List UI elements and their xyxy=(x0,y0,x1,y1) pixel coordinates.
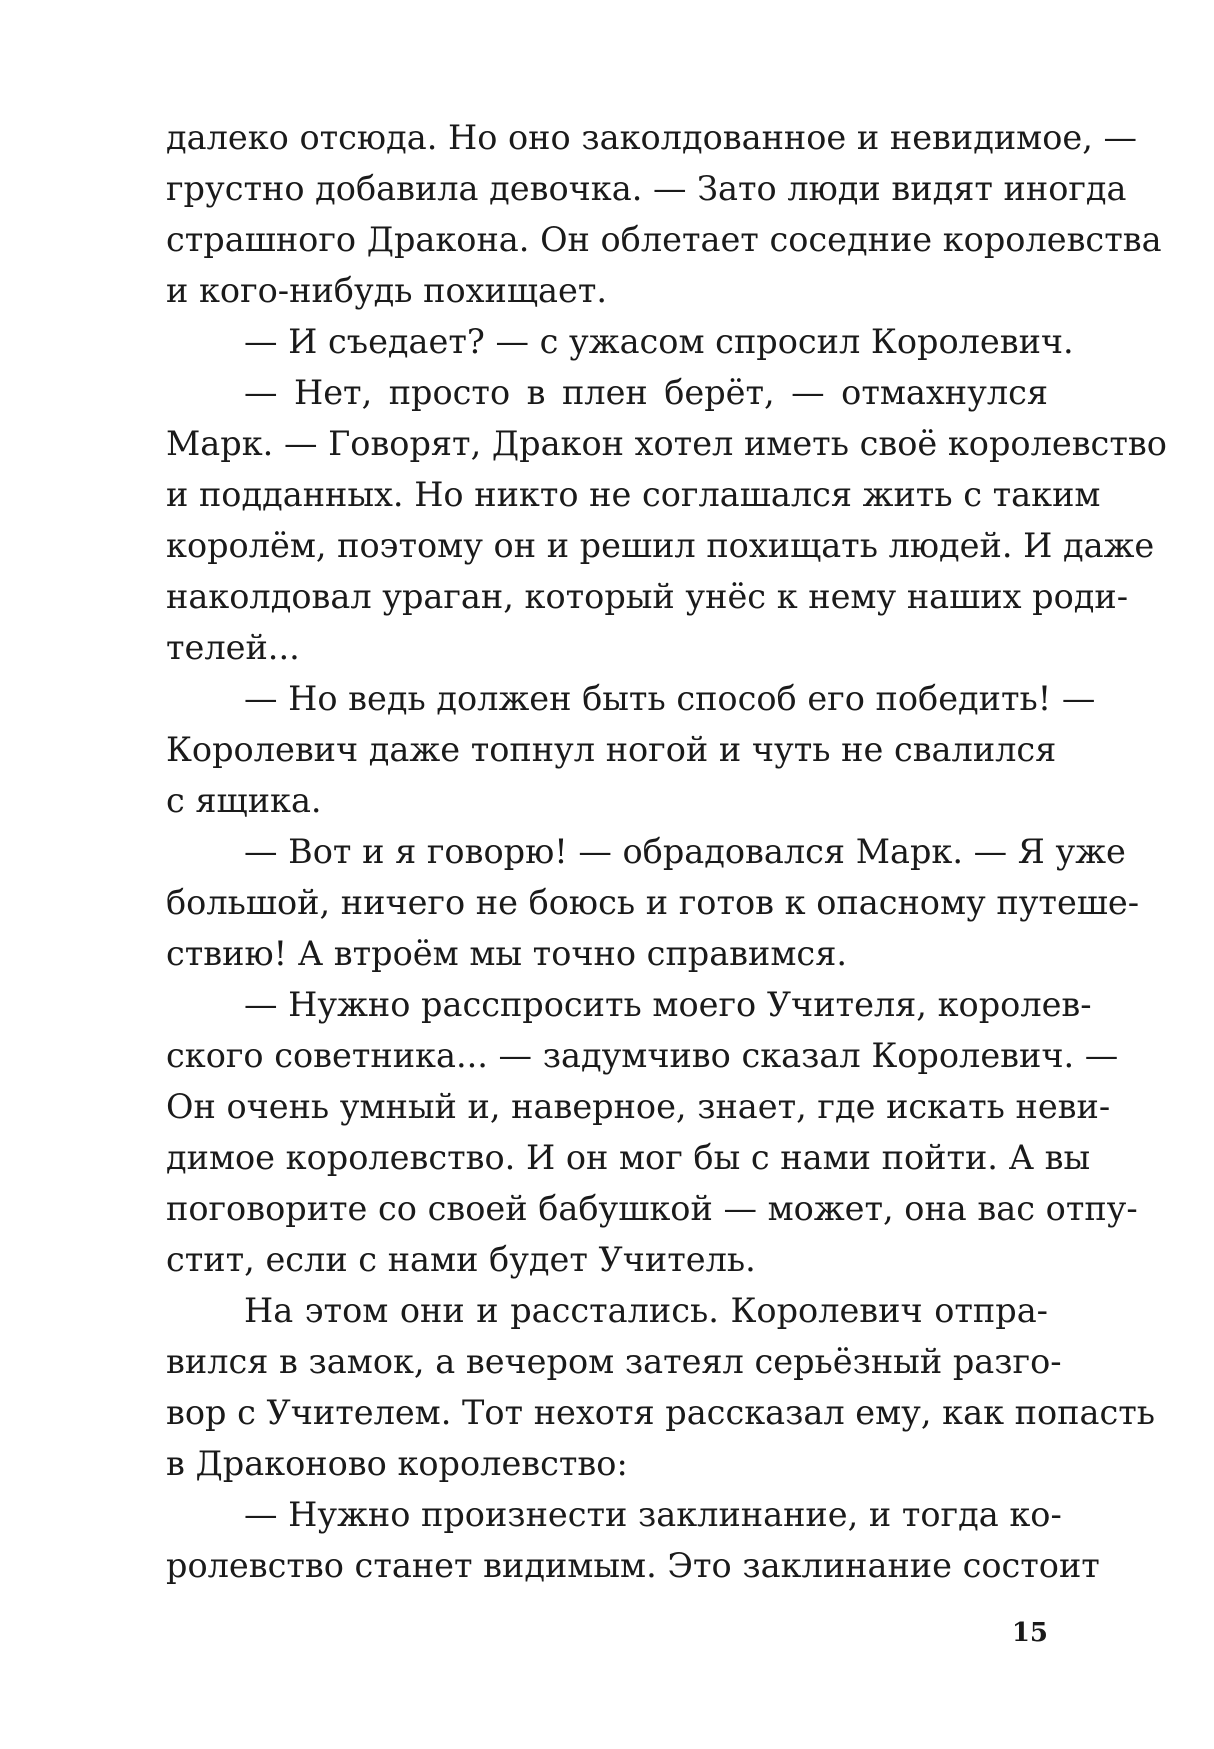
text-line: ролевство станет видимым. Это заклинание состоит xyxy=(166,1546,1100,1585)
text-line: На этом они и расстались. Королевич отпра- xyxy=(244,1291,1048,1330)
text-line: стит, если с нами будет Учитель. xyxy=(166,1240,756,1279)
text-line: телей... xyxy=(166,628,300,667)
text-line: ского советника... — задумчиво сказал Королевич. — xyxy=(166,1036,1119,1075)
text-line: и подданных. Но никто не соглашался жить с таким xyxy=(166,475,1101,514)
text-line: ствию! А втроём мы точно справимся. xyxy=(166,934,847,973)
page-number: 15 xyxy=(1011,1618,1048,1648)
text-line: — Но ведь должен быть способ его победить! — xyxy=(244,679,1096,718)
text-line: в Драконово королевство: xyxy=(166,1444,628,1483)
text-line: большой, ничего не боюсь и готов к опасному путеше- xyxy=(166,883,1140,922)
text-line: вился в замок, а вечером затеял серьёзный разго- xyxy=(166,1342,1062,1381)
text-line: — Нужно произнести заклинание, и тогда ко- xyxy=(244,1495,1062,1534)
text-line: — И съедает? — с ужасом спросил Королевич. xyxy=(244,322,1074,361)
text-line: — Нет, просто в плен берёт, — отмахнулся xyxy=(244,373,1048,412)
text-line: Королевич даже топнул ногой и чуть не свалился xyxy=(166,730,1057,769)
text-line: вор с Учителем. Тот нехотя рассказал ему, как попасть xyxy=(166,1393,1156,1432)
text-line: Марк. — Говорят, Дракон хотел иметь своё королевство xyxy=(166,424,1167,463)
text-line: — Нужно расспросить моего Учителя, королев- xyxy=(244,985,1092,1024)
text-line: Он очень умный и, наверное, знает, где искать неви- xyxy=(166,1087,1111,1126)
text-line: — Вот и я говорю! — обрадовался Марк. — Я уже xyxy=(244,832,1126,871)
text-line: далеко отсюда. Но оно заколдованное и невидимое, — xyxy=(166,118,1138,157)
body-text xyxy=(166,112,1167,1591)
text-line: с ящика. xyxy=(166,781,322,820)
text-line: поговорите со своей бабушкой — может, она вас отпу- xyxy=(166,1189,1138,1228)
text-line: и кого-нибудь похищает. xyxy=(166,271,608,310)
text-line: страшного Дракона. Он облетает соседние королевства xyxy=(166,220,1162,259)
text-line: наколдовал ураган, который унёс к нему наших роди- xyxy=(166,577,1129,616)
text-line: грустно добавила девочка. — Зато люди видят иногда xyxy=(166,169,1127,208)
text-line: королём, поэтому он и решил похищать людей. И даже xyxy=(166,526,1155,565)
text-line: димое королевство. И он мог бы с нами пойти. А вы xyxy=(166,1138,1091,1177)
